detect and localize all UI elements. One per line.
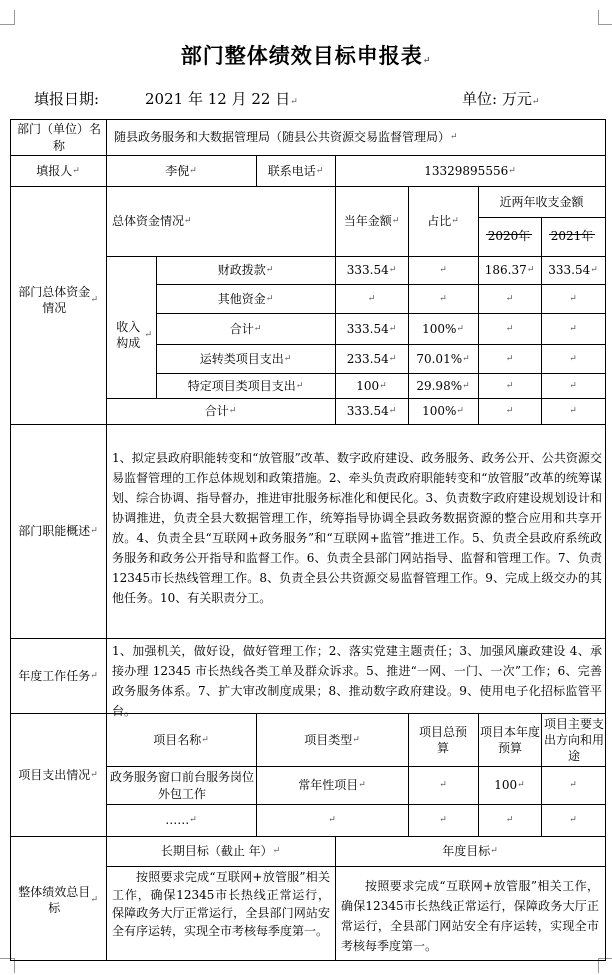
funds-row-2-ratio (408, 285, 478, 313)
filler-name: 李倪 ↵ (106, 156, 256, 186)
phone-label: 联系电话 ↵ (256, 156, 335, 186)
col-2021: 2021年 (550, 229, 594, 244)
proj-row2-type (256, 805, 408, 836)
col-amount: 当年金额 ↵ (335, 187, 408, 255)
funds-row-5-y2021 (541, 374, 605, 398)
unit-label: 单位: 万元 ↵ (462, 88, 539, 109)
proj-row2-year (478, 805, 541, 836)
funds-row-2-y2021 (541, 285, 605, 313)
funds-row-4-y2020 (478, 345, 541, 373)
col-recent: 近两年收支金额 (499, 194, 584, 209)
funds-row-1-name: 财政拨款 ↵ (156, 257, 335, 284)
phone-value: 13329895556 ↵ (335, 156, 605, 186)
funds-row-6-amount: 333.54 ↵ (335, 399, 408, 423)
funds-row-2-amount (335, 285, 408, 313)
funds-row-3-amount: 333.54 ↵ (335, 314, 408, 344)
date-value: 2021 年 12 月 22 日 ↵ (145, 88, 298, 109)
funds-row-3-name: 合计 ↵ (156, 314, 335, 344)
funds-row-2-y2020 (478, 285, 541, 313)
funds-row-3-ratio: 100% ↵ (408, 314, 478, 344)
funds-row-1-y2020: 186.37 ↵ (478, 257, 541, 284)
proj-row2-budget (408, 805, 478, 836)
goals-label: 整体绩效总目标 ↵ (18, 860, 98, 940)
funds-row-4-ratio: 70.01% ↵ (408, 345, 478, 373)
crop-mark-top-right (598, 10, 612, 25)
proj-col-name: 项目名称 ↵ (106, 714, 256, 766)
proj-row2-name: …… ↵ (106, 805, 256, 836)
duties-label: 部门职能概述 ↵ (10, 425, 106, 637)
funds-row-5-name: 特定项目类项目支出 ↵ (156, 374, 335, 398)
funds-row-5-y2020 (478, 374, 541, 398)
proj-row1-year: 100 ↵ (478, 767, 541, 804)
funds-row-1-ratio (408, 257, 478, 284)
funds-row-6-ratio: 100% ↵ (408, 399, 478, 423)
tasks-text: 1、加强机关，做好设，做好管理工作；2、落实党建主题责任；3、加强风廉政建设 4、承接办理 12345 市长热线各类工单及群众诉求。5、推进“一网、一门、一次”工作；6、完善政务服务体系。7、扩大审改制度成果；8、推动数字政府建设。9、使用电子化招标监管平台。 (112, 644, 602, 718)
funds-section-label: 部门总体资金情况 ↵ (18, 270, 98, 330)
funds-row-2-name: 其他资金 ↵ (156, 285, 335, 313)
funds-row-1-amount: 333.54 ↵ (335, 257, 408, 284)
funds-row-3-y2021 (541, 314, 605, 344)
funds-row-1-y2021: 333.54 ↵ (541, 257, 605, 284)
page-title: 部门整体绩效目标申报表 ↵ (0, 40, 612, 70)
funds-row-4-name: 运转类项目支出 ↵ (156, 345, 335, 373)
crop-mark-top-left (0, 10, 15, 25)
goals-long-label: 长期目标（截止 年） ↵ (106, 837, 335, 866)
duties-text: 1、拟定县政府职能转变和“放管服”改革、数字政府建设、政务服务、政务公开、公共资源交易监督管理的工作总体规划和政策措施。2、牵头负责政府职能转变和“放管服”改革的统筹谋划、综合协调、指导督办，推进审批服务标准化和便民化。3、负责数字政府建设规划设计和协调推进，负责全县大数据管理工作，统筹指导协调全县政务数据资源的整合应用和共享开放。4、负责全县“互联网+政务服务”和“互联网+监管”推进工作。5、负责全县政府系统政务服务和政务公开指导和监督工作。6、负责全县部门网站指导、监督和管理工作。7、负责12345市长热线管理工作。8、负责全县公共资源交易监督管理工作。9、完成上级交办的其他任务。10、有关职责分工。 (112, 451, 602, 605)
col-2020: 2020年 (487, 229, 531, 244)
proj-row1-budget (408, 767, 478, 804)
dept-name-label: 部门（单位）名称 (16, 122, 101, 153)
proj-col-budget: 项目总预算 (418, 724, 467, 755)
tasks-label: 年度工作任务 ↵ (10, 639, 106, 713)
filler-label: 填报人 ↵ (10, 156, 106, 186)
goals-long-text: 按照要求完成“互联网+放管服”相关工作，确保12345市长热线正常运行，保障政务大厅正常运行，全县部门网站安全有序运转，实现全市考核每季度第一。 (112, 870, 330, 938)
funds-row-4-amount: 233.54 ↵ (335, 345, 408, 373)
dept-name-value: 随县政务服务和大数据管理局（随县公共资源交易监督管理局） ↵ (114, 121, 600, 154)
funds-row-6-y2021 (541, 399, 605, 423)
proj-row2-use (541, 805, 605, 836)
date-label: 填报日期: (34, 90, 100, 108)
funds-row-6-name: 合计 ↵ (106, 399, 335, 423)
proj-row1-type: 常年性项目 ↵ (256, 767, 408, 804)
funds-sub-label: 总体资金情况 ↵ (112, 187, 332, 255)
proj-col-use: 项目主要支出方向和用途 (544, 716, 605, 764)
funds-row-3-y2020 (478, 314, 541, 344)
projects-label: 项目支出情况 ↵ (10, 714, 106, 836)
proj-row1-use (541, 767, 605, 804)
funds-row-5-amount: 100 ↵ (335, 374, 408, 398)
col-ratio: 占比 ↵ (408, 187, 478, 255)
funds-row-6-y2020 (478, 399, 541, 423)
funds-row-4-y2021 (541, 345, 605, 373)
proj-col-type: 项目类型 ↵ (256, 714, 408, 766)
proj-col-year: 项目本年度预算 (480, 724, 541, 755)
income-composition-label: 收入构成 ↵ (112, 315, 152, 355)
goals-year-label: 年度目标 ↵ (335, 837, 605, 866)
proj-row1-name: 政务服务窗口前台服务岗位外包工作 (110, 770, 255, 801)
goals-year-text: 按照要求完成“互联网+放管服”相关工作，确保12345市长热线正常运行，保障政务大厅正常运行，全县部门网站安全有序运转，实现全市考核每季度第一。 (341, 879, 599, 953)
funds-row-5-ratio: 29.98% ↵ (408, 374, 478, 398)
